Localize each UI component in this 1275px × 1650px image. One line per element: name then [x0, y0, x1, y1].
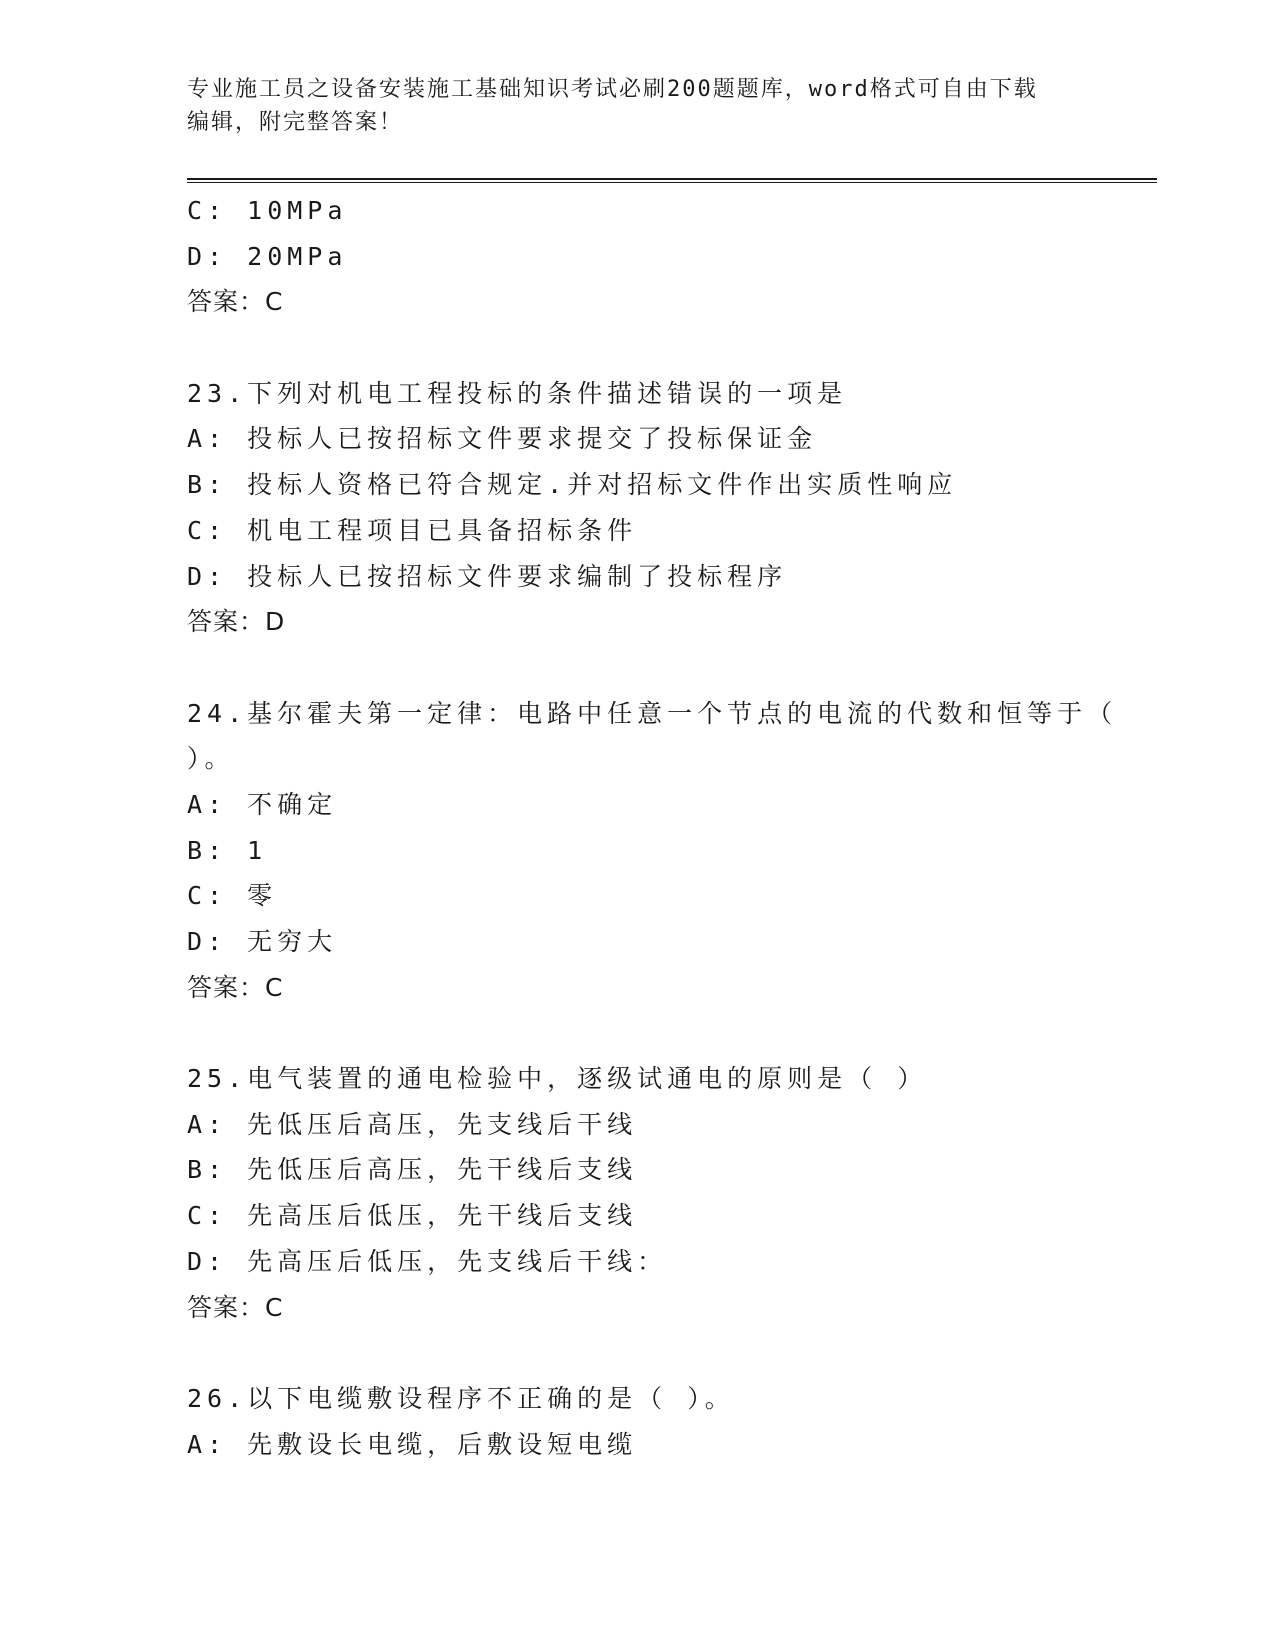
- spacer: [187, 325, 1157, 371]
- header-divider: [187, 178, 1157, 183]
- option-c: C: 机电工程项目已具备招标条件: [187, 515, 638, 545]
- question-stem-continued: ）。: [187, 744, 235, 774]
- question-stem: 24.基尔霍夫第一定律：电路中任意一个节点的电流的代数和恒等于（: [187, 698, 1118, 728]
- question-stem: 25.电气装置的通电检验中，逐级试通电的原则是（ ）: [187, 1064, 928, 1094]
- option-a: A: 投标人已按招标文件要求提交了投标保证金: [187, 424, 818, 454]
- question-list: [187, 188, 1157, 1467]
- option-d: D: 投标人已按招标文件要求编制了投标程序: [187, 561, 788, 591]
- question-25: [187, 1056, 1157, 1330]
- option-d: D: 先高压后低压，先支线后干线：: [187, 1246, 668, 1276]
- question-24: [187, 691, 1157, 1011]
- question-22-continued: [187, 188, 1157, 325]
- answer-line: 答案：D: [187, 607, 286, 637]
- spacer: [187, 645, 1157, 691]
- page-header: [187, 73, 1067, 139]
- option-b: B: 投标人资格已符合规定.并对招标文件作出实质性响应: [187, 470, 958, 500]
- option-b: B: 先低压后高压，先干线后支线: [187, 1155, 638, 1185]
- option-c: C: 零: [187, 881, 278, 911]
- header-title-line-2: 编辑，附完整答案！: [187, 110, 404, 135]
- header-title-line-1: 专业施工员之设备安装施工基础知识考试必刷200题题库，word格式可自由下载: [187, 77, 1038, 102]
- option-c: C: 先高压后低压，先干线后支线: [187, 1201, 638, 1231]
- option-a: A: 先低压后高压，先支线后干线: [187, 1109, 638, 1139]
- answer-line: 答案：C: [187, 972, 284, 1002]
- option-d: D: 无穷大: [187, 927, 338, 956]
- question-23: [187, 371, 1157, 645]
- spacer: [187, 1010, 1157, 1056]
- question-stem: 26.以下电缆敷设程序不正确的是（ ）。: [187, 1383, 735, 1413]
- option-b: B: 1: [187, 835, 268, 865]
- option-d: D: 20MPa: [187, 241, 348, 271]
- question-26: [187, 1376, 1157, 1467]
- option-c: C: 10MPa: [187, 196, 348, 225]
- option-a: A: 先敷设长电缆，后敷设短电缆: [187, 1429, 638, 1459]
- answer-line: 答案：C: [187, 1292, 284, 1322]
- option-a: A: 不确定: [187, 789, 338, 819]
- spacer: [187, 1330, 1157, 1376]
- question-stem: 23.下列对机电工程投标的条件描述错误的一项是: [187, 378, 848, 408]
- answer-line: 答案：C: [187, 287, 284, 317]
